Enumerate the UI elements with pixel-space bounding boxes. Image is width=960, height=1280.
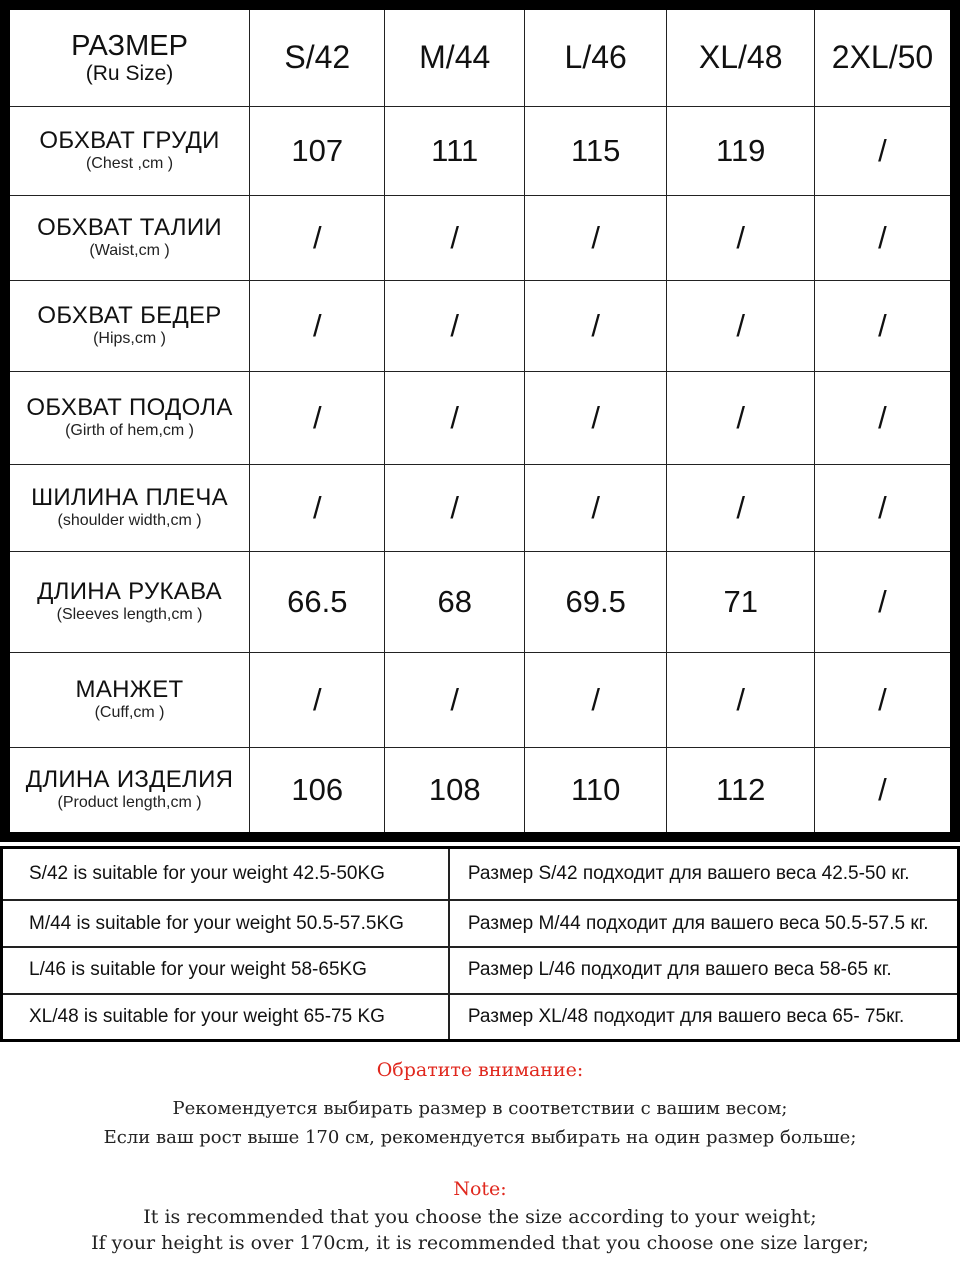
measurement-label-ru: ОБХВАТ БЕДЕР bbox=[37, 301, 222, 329]
weight-guide-ru: Размер XL/48 подходит для вашего веса 65- 75кг. bbox=[449, 994, 959, 1041]
measurement-value-2xl50: / bbox=[814, 106, 955, 195]
measurement-value-2xl50: / bbox=[814, 195, 955, 280]
weight-guide-table bbox=[0, 846, 960, 1042]
measurement-value-2xl50: / bbox=[814, 280, 955, 371]
measurement-value-l46: / bbox=[524, 280, 667, 371]
size-col-l46: L/46 bbox=[524, 5, 667, 106]
measurement-label bbox=[5, 195, 250, 280]
measurement-value-xl48: 112 bbox=[667, 748, 815, 837]
measurement-value-xl48: / bbox=[667, 195, 815, 280]
weight-row bbox=[2, 848, 959, 901]
measurement-value-m44: / bbox=[385, 280, 524, 371]
measurement-label-en: (Cuff,cm ) bbox=[94, 704, 165, 722]
measurement-value-xl48: / bbox=[667, 280, 815, 371]
measurement-value-xl48: / bbox=[667, 653, 815, 748]
measurement-label bbox=[5, 748, 250, 837]
measurement-label bbox=[5, 371, 250, 464]
weight-guide-ru: Размер L/46 подходит для вашего веса 58-65 кг. bbox=[449, 947, 959, 994]
measurement-value-s42: 106 bbox=[250, 748, 385, 837]
measurement-label-en: (Chest ,cm ) bbox=[85, 154, 174, 172]
measurement-label bbox=[5, 280, 250, 371]
measurement-value-l46: / bbox=[524, 195, 667, 280]
measurement-label-ru: ДЛИНА РУКАВА bbox=[37, 578, 222, 606]
measurement-value-s42: / bbox=[250, 371, 385, 464]
measurement-label bbox=[5, 464, 250, 551]
measurement-value-s42: / bbox=[250, 195, 385, 280]
measurement-row bbox=[5, 552, 955, 653]
measurement-value-s42: / bbox=[250, 464, 385, 551]
size-header-label bbox=[5, 5, 250, 106]
size-notes bbox=[0, 1056, 960, 1256]
measurement-label-en: (Sleeves length,cm ) bbox=[56, 606, 203, 624]
measurement-label-ru: ОБХВАТ ГРУДИ bbox=[39, 126, 220, 154]
size-col-xl48: XL/48 bbox=[667, 5, 815, 106]
measurement-value-l46: / bbox=[524, 653, 667, 748]
measurement-value-xl48: / bbox=[667, 464, 815, 551]
measurement-label-ru: ДЛИНА ИЗДЕЛИЯ bbox=[25, 766, 234, 794]
size-col-s42: S/42 bbox=[250, 5, 385, 106]
note-title-en: Note: bbox=[453, 1178, 507, 1200]
measurement-label-ru: ШИЛИНА ПЛЕЧА bbox=[31, 484, 228, 511]
measurement-value-l46: / bbox=[524, 464, 667, 551]
measurement-value-l46: 110 bbox=[524, 748, 667, 837]
measurement-value-m44: 68 bbox=[385, 552, 524, 653]
weight-guide-en: XL/48 is suitable for your weight 65-75 KG bbox=[2, 994, 449, 1041]
measurement-label bbox=[5, 653, 250, 748]
measurement-row bbox=[5, 280, 955, 371]
measurement-label-en: (Waist,cm ) bbox=[89, 241, 170, 259]
size-col-2xl50: 2XL/50 bbox=[814, 5, 955, 106]
measurement-value-l46: 115 bbox=[524, 106, 667, 195]
measurement-value-s42: 107 bbox=[250, 106, 385, 195]
size-header-label-ru: РАЗМЕР bbox=[71, 29, 188, 62]
weight-guide-en: L/46 is suitable for your weight 58-65KG bbox=[2, 947, 449, 994]
measurement-value-m44: 111 bbox=[385, 106, 524, 195]
measurement-label-en: (shoulder width,cm ) bbox=[57, 512, 202, 529]
measurement-row bbox=[5, 371, 955, 464]
weight-row bbox=[2, 994, 959, 1041]
measurement-row bbox=[5, 106, 955, 195]
measurement-value-s42: / bbox=[250, 280, 385, 371]
weight-guide-ru: Размер M/44 подходит для вашего веса 50.5-57.5 кг. bbox=[449, 900, 959, 947]
measurement-label-ru: ОБХВАТ ТАЛИИ bbox=[37, 213, 222, 241]
measurement-label-en: (Hips,cm ) bbox=[93, 329, 166, 347]
measurement-value-2xl50: / bbox=[814, 371, 955, 464]
measurement-label-en: (Product length,cm ) bbox=[57, 794, 202, 812]
weight-guide-en: S/42 is suitable for your weight 42.5-50KG bbox=[2, 848, 449, 901]
weight-guide-en: M/44 is suitable for your weight 50.5-57.5KG bbox=[2, 900, 449, 947]
size-header-row bbox=[5, 5, 955, 106]
measurement-value-xl48: 119 bbox=[667, 106, 815, 195]
note-line-en-2: If your height is over 170cm, it is recommended that you choose one size larger; bbox=[91, 1232, 869, 1254]
measurement-label-ru: МАНЖЕТ bbox=[75, 676, 184, 704]
weight-guide-ru: Размер S/42 подходит для вашего веса 42.5-50 кг. bbox=[449, 848, 959, 901]
measurement-value-2xl50: / bbox=[814, 464, 955, 551]
measurement-value-xl48: 71 bbox=[667, 552, 815, 653]
measurement-row bbox=[5, 464, 955, 551]
note-title-ru: Обратите внимание: bbox=[376, 1059, 584, 1081]
measurement-value-l46: 69.5 bbox=[524, 552, 667, 653]
measurement-value-2xl50: / bbox=[814, 552, 955, 653]
size-col-m44: M/44 bbox=[385, 5, 524, 106]
note-line-ru-1: Рекомендуется выбирать размер в соответствии с вашим весом; bbox=[172, 1098, 788, 1119]
measurement-label bbox=[5, 552, 250, 653]
measurement-label-en: (Girth of hem,cm ) bbox=[65, 421, 194, 439]
size-header-label-en: (Ru Size) bbox=[85, 61, 174, 85]
note-line-en-1: It is recommended that you choose the size according to your weight; bbox=[143, 1206, 817, 1228]
measurement-label bbox=[5, 106, 250, 195]
measurement-row bbox=[5, 748, 955, 837]
measurement-value-s42: / bbox=[250, 653, 385, 748]
measurement-row bbox=[5, 195, 955, 280]
measurement-row bbox=[5, 653, 955, 748]
measurement-value-m44: / bbox=[385, 371, 524, 464]
measurement-label-ru: ОБХВАТ ПОДОЛА bbox=[26, 393, 233, 421]
measurement-value-m44: 108 bbox=[385, 748, 524, 837]
weight-row bbox=[2, 900, 959, 947]
measurement-value-2xl50: / bbox=[814, 748, 955, 837]
measurement-value-m44: / bbox=[385, 195, 524, 280]
measurement-value-m44: / bbox=[385, 653, 524, 748]
note-line-ru-2: Если ваш рост выше 170 см, рекомендуется выбирать на один размер больше; bbox=[103, 1127, 857, 1148]
measurement-value-2xl50: / bbox=[814, 653, 955, 748]
measurement-value-l46: / bbox=[524, 371, 667, 464]
measurement-value-m44: / bbox=[385, 464, 524, 551]
measurement-value-xl48: / bbox=[667, 371, 815, 464]
weight-row bbox=[2, 947, 959, 994]
measurement-value-s42: 66.5 bbox=[250, 552, 385, 653]
